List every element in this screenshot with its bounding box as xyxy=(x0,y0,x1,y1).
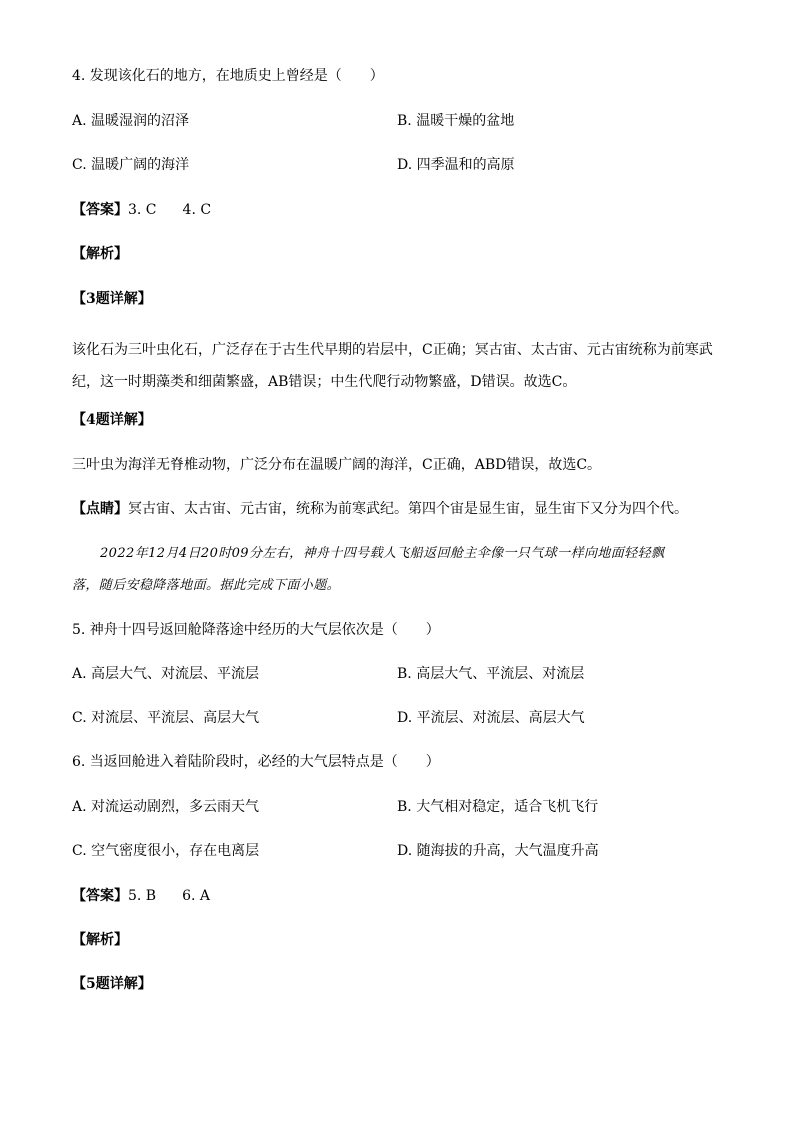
answer-6: 6. A xyxy=(182,888,211,904)
q4-option-d: D. 四季温和的高原 xyxy=(397,157,515,173)
detail-4-text: 三叶虫为海洋无脊椎动物，广泛分布在温暖广阔的海洋，C正确，ABD错误，故选C。 xyxy=(72,457,602,473)
answer-tag: 【答案】 xyxy=(72,888,128,904)
q6-stem: 6. 当返回舱进入着陆阶段时，必经的大气层特点是（ ） xyxy=(72,754,440,770)
q4-option-a: A. 温暖湿润的沼泽 xyxy=(72,113,190,129)
detail-4-title: 【4题详解】 xyxy=(72,412,152,428)
answer-5: 5. B xyxy=(128,888,157,904)
analysis-heading-1: 【解析】 xyxy=(72,246,128,262)
q4-stem: 4. 发现该化石的地方，在地质史上曾经是（ ） xyxy=(72,68,384,84)
answer-3: 3. C xyxy=(128,202,157,218)
q5-option-d: D. 平流层、对流层、高层大气 xyxy=(397,710,585,726)
q6-option-c: C. 空气密度很小，存在电离层 xyxy=(72,843,260,859)
tip-text: 冥古宙、太古宙、元古宙，统称为前寒武纪。第四个宙是显生宙，显生宙下又分为四个代。 xyxy=(128,501,688,517)
q5-stem: 5. 神舟十四号返回舱降落途中经历的大气层依次是（ ） xyxy=(72,622,440,638)
answer-tag: 【答案】 xyxy=(72,202,128,218)
detail-5-title: 【5题详解】 xyxy=(72,976,152,992)
tip-tag: 【点睛】 xyxy=(72,501,128,517)
q6-option-b: B. 大气相对稳定，适合飞机飞行 xyxy=(397,799,599,815)
q5-option-c: C. 对流层、平流层、高层大气 xyxy=(72,710,260,726)
passage-line-1: 2022年12月4日20时09分左右，神舟十四号载人飞船返回舱主伞像一只气球一样向地面轻轻飘 xyxy=(100,546,665,561)
q6-option-a: A. 对流运动剧烈，多云雨天气 xyxy=(72,799,260,815)
tip-line xyxy=(72,499,688,519)
q4-option-c: C. 温暖广阔的海洋 xyxy=(72,157,190,173)
analysis-heading-2: 【解析】 xyxy=(72,932,128,948)
passage-line-2: 落，随后安稳降落地面。据此完成下面小题。 xyxy=(72,578,341,593)
q5-option-a: A. 高层大气、对流层、平流层 xyxy=(72,666,260,682)
q6-option-d: D. 随海拔的升高，大气温度升高 xyxy=(397,843,599,859)
detail-3-text: 该化石为三叶虫化石，广泛存在于古生代早期的岩层中，C正确；冥古宙、太古宙、元古宙统称为前寒武纪，这一时期藻类和细菌繁盛，AB错误；中生代爬行动物繁盛，D错误。故选C。 xyxy=(72,342,713,390)
q5-option-b: B. 高层大气、平流层、对流层 xyxy=(397,666,585,682)
q4-option-b: B. 温暖干燥的盆地 xyxy=(397,113,515,129)
answer-line-2 xyxy=(72,886,210,906)
answer-4: 4. C xyxy=(182,202,212,218)
detail-3-title: 【3题详解】 xyxy=(72,291,152,307)
answer-line-1 xyxy=(72,200,211,220)
